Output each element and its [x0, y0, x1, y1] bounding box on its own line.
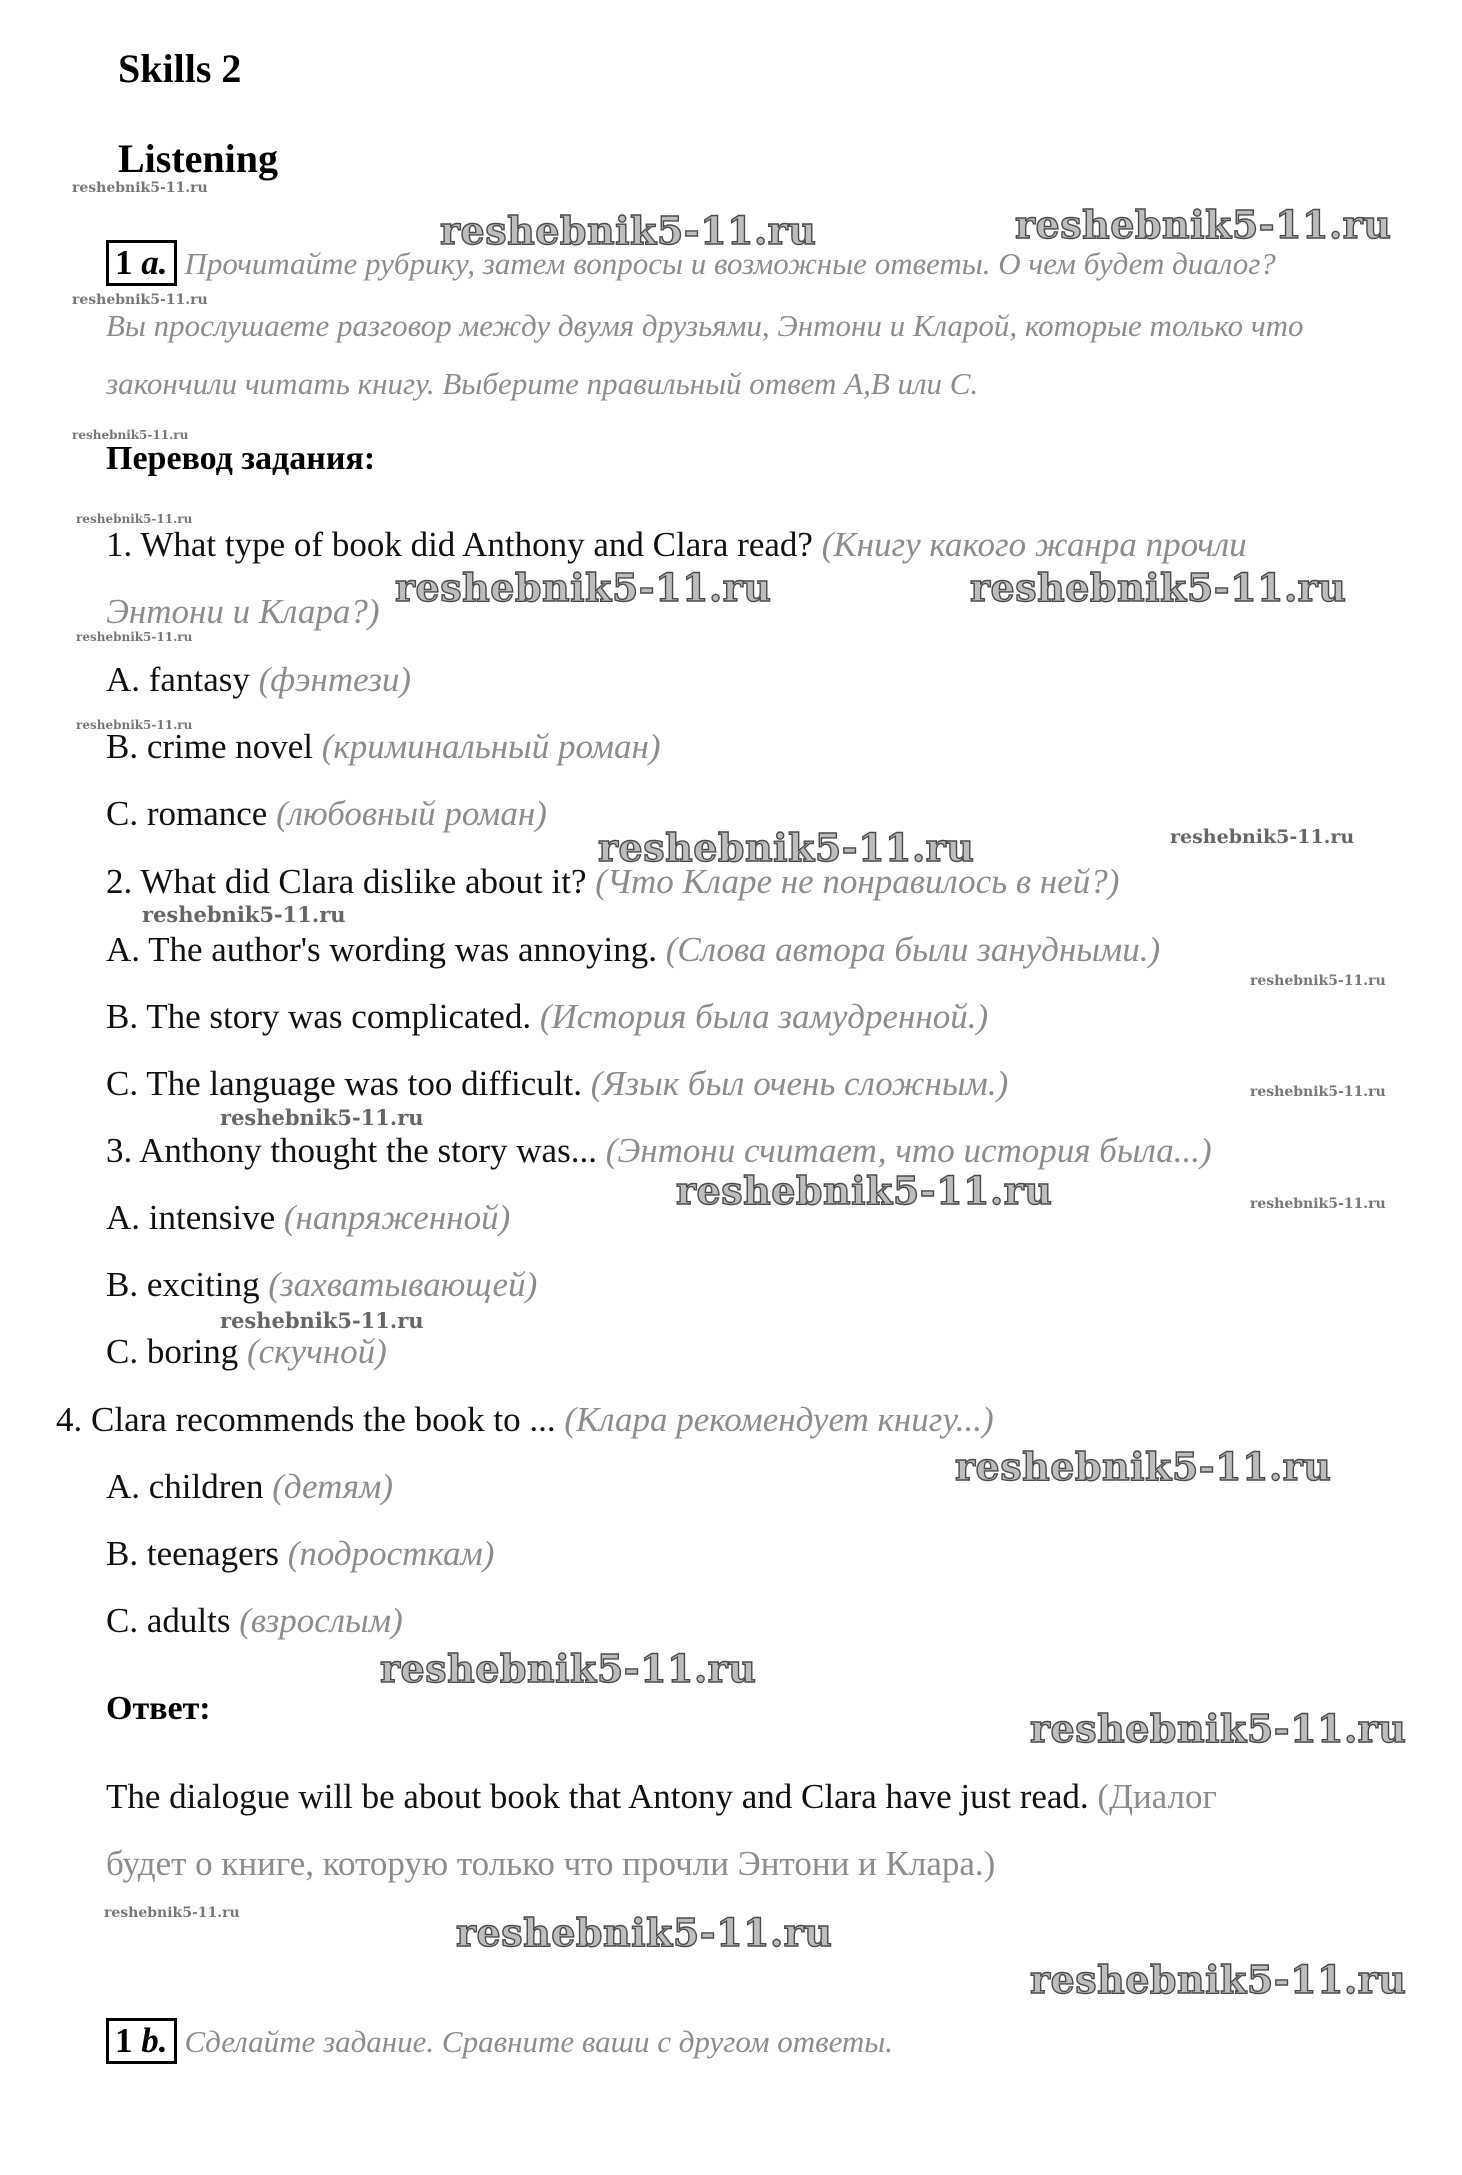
question-1-translation-cont: Энтони и Клара?): [106, 592, 380, 631]
watermark-large: reshebnik5-11.ru: [1030, 1706, 1407, 1751]
question-2-option-a: A. The author's wording was annoying. (Слова автора были занудными.): [106, 930, 1161, 969]
watermark-large: reshebnik5-11.ru: [955, 1444, 1332, 1489]
watermark-small: reshebnik5-11.ru: [104, 1905, 240, 1921]
question-4-option-b: B. teenagers (подросткам): [106, 1534, 495, 1573]
watermark-small: reshebnik5-11.ru: [76, 630, 193, 644]
question-2-option-c: C. The language was too difficult. (Язык был очень сложным.): [106, 1064, 1009, 1103]
question-2: 2. What did Clara dislike about it? (Что Кларе не понравилось в ней?): [106, 862, 1120, 901]
question-2-option-b: B. The story was complicated. (История была замудренной.): [106, 997, 989, 1036]
subsection-title: Listening: [118, 136, 279, 181]
watermark-medium: reshebnik5-11.ru: [220, 1308, 424, 1333]
task-1a-instruction-2: Вы прослушаете разговор между двумя друзьями, Энтони и Кларой, которые только что: [106, 308, 1304, 343]
task-1a-instruction-3: закончили читать книгу. Выберите правильный ответ A,B или C.: [106, 366, 979, 401]
watermark-large: reshebnik5-11.ru: [970, 565, 1347, 610]
watermark-small: reshebnik5-11.ru: [72, 292, 208, 308]
question-1: 1. What type of book did Anthony and Clara read? (Книгу какого жанра прочли: [106, 525, 1247, 564]
question-3-option-a: A. intensive (напряженной): [106, 1198, 511, 1237]
watermark-large: reshebnik5-11.ru: [1030, 1957, 1407, 2002]
watermark-small: reshebnik5-11.ru: [72, 180, 208, 196]
question-4-option-c: C. adults (взрослым): [106, 1601, 403, 1640]
task-1a-instruction-1: Прочитайте рубрику, затем вопросы и возможные ответы. О чем будет диалог?: [184, 246, 1276, 281]
translation-heading: Перевод задания:: [106, 440, 376, 477]
question-3: 3. Anthony thought the story was... (Энтони считает, что история была...): [106, 1131, 1212, 1170]
question-1-option-a: A. fantasy (фэнтези): [106, 660, 412, 699]
watermark-medium: reshebnik5-11.ru: [142, 902, 346, 927]
watermark-small: reshebnik5-11.ru: [76, 718, 193, 732]
watermark-small: reshebnik5-11.ru: [1250, 973, 1386, 989]
watermark-medium: reshebnik5-11.ru: [1170, 826, 1355, 848]
task-1b-instruction: Сделайте задание. Сравните ваши с другом ответы.: [184, 2024, 894, 2059]
watermark-large: reshebnik5-11.ru: [676, 1168, 1053, 1213]
question-3-option-b: B. exciting (захватывающей): [106, 1265, 538, 1304]
question-1-option-b: B. crime novel (криминальный роман): [106, 727, 661, 766]
watermark-small: reshebnik5-11.ru: [76, 512, 193, 526]
watermark-large: reshebnik5-11.ru: [598, 825, 975, 870]
task-1a-label: 1 a.: [106, 240, 177, 286]
watermark-medium: reshebnik5-11.ru: [220, 1105, 424, 1130]
answer-text: The dialogue will be about book that Antony and Clara have just read. (Диалог: [106, 1777, 1217, 1816]
question-1-option-c: C. romance (любовный роман): [106, 794, 547, 833]
watermark-large: reshebnik5-11.ru: [395, 565, 772, 610]
watermark-large: reshebnik5-11.ru: [380, 1646, 757, 1691]
watermark-large: reshebnik5-11.ru: [440, 208, 817, 253]
answer-heading: Ответ:: [106, 1690, 211, 1727]
watermark-small: reshebnik5-11.ru: [1250, 1084, 1386, 1100]
question-4-option-a: A. children (детям): [106, 1467, 394, 1506]
task-1b-label: 1 b.: [106, 2018, 177, 2064]
watermark-large: reshebnik5-11.ru: [1015, 202, 1392, 247]
question-4: 4. Clara recommends the book to ... (Клара рекомендует книгу...): [56, 1400, 994, 1439]
task-1b-line: [106, 2018, 893, 2064]
section-title: Skills 2: [118, 46, 242, 91]
watermark-small: reshebnik5-11.ru: [72, 428, 189, 442]
answer-translation: будет о книге, которую только что прочли Энтони и Клара.): [106, 1844, 996, 1883]
watermark-large: reshebnik5-11.ru: [456, 1910, 833, 1955]
watermark-small: reshebnik5-11.ru: [1250, 1196, 1386, 1212]
question-3-option-c: C. boring (скучной): [106, 1332, 387, 1371]
